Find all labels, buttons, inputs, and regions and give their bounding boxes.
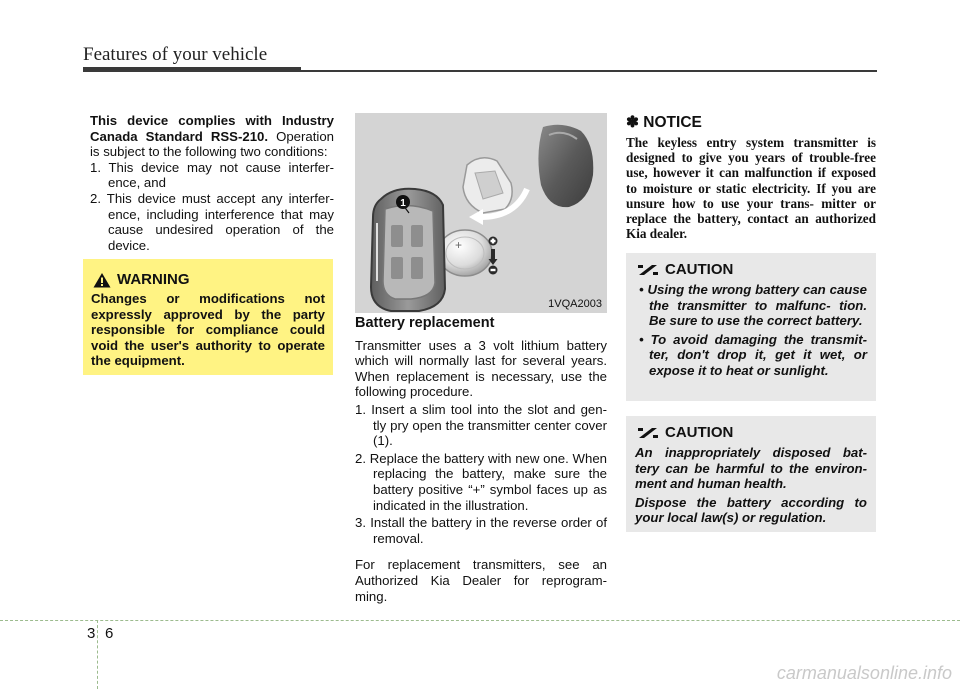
page-number: 6 xyxy=(105,625,114,642)
caution-2-header xyxy=(637,424,867,441)
compliance-item-2: 2. This device must accept any interfer- ence, including interference that may cause undesired operation of the device. xyxy=(90,190,334,253)
caution-box-2 xyxy=(626,416,876,532)
battery-step-2: 2. Replace the battery with new one. When replacing the battery, make sure the battery positive “+” symbol faces up as indicated in the illustration. xyxy=(355,450,607,513)
caution-slash-icon xyxy=(637,263,659,277)
warning-body: Changes or modifications not expressly approved by the party responsible for compliance could void the user's authority to operate the equipment. xyxy=(91,291,325,369)
caution-1-bullet-1-text: Using the wrong battery can cause the transmitter to malfunc- tion. Be sure to use the correct battery. xyxy=(647,282,868,329)
battery-step-1: 1. Insert a slim tool into the slot and gen- tly pry open the transmitter center cover (1). xyxy=(355,401,607,449)
compliance-lead xyxy=(90,113,334,160)
caution-slash-icon xyxy=(637,426,659,440)
notice-section xyxy=(626,113,876,241)
header-rule-thick xyxy=(83,67,301,72)
caution-1-header xyxy=(637,261,867,278)
caution-1-bullet-2: • To avoid damaging the transmit- ter, don't drop it, get it wet, or expose it to heat or sunlight. xyxy=(639,331,868,378)
footer-divider xyxy=(97,620,98,689)
figure-code: 1VQA2003 xyxy=(548,298,602,310)
dark-cover-shape xyxy=(538,125,593,207)
battery-step-3: 3. Install the battery in the reverse order of removal. xyxy=(355,515,607,546)
warning-title: WARNING xyxy=(117,271,190,288)
battery-replacement-section xyxy=(355,315,607,604)
header-rule-thin xyxy=(301,70,877,72)
page-section-number: 3 xyxy=(87,625,96,642)
warning-triangle-icon xyxy=(93,272,111,288)
warning-box xyxy=(83,259,333,375)
caution-2-para-2: Dispose the battery according to your local law(s) or regulation. xyxy=(635,494,867,526)
caution-2-title: CAUTION xyxy=(665,424,734,441)
caution-2-body xyxy=(635,445,867,526)
battery-intro: Transmitter uses a 3 volt lithium battery which will normally last for several years. When replacement is necessary, use the following procedure. xyxy=(355,337,607,400)
footer-rule xyxy=(0,620,960,621)
compliance-lead-rest: Operation is subject to the following two conditions: xyxy=(90,128,334,160)
header-title: Features of your vehicle xyxy=(83,44,268,65)
notice-body: The keyless entry system transmitter is designed to give you years of trouble-free use, however it can malfunction if exposed to moisture or static electricity. If you are unsure how to use your trans- mitter or replace the battery, contact an authorized Kia dealer. xyxy=(626,135,876,242)
caution-2-para-1: An inappropriately disposed bat- tery can be harmful to the environ- ment and human health. xyxy=(635,445,867,492)
battery-heading: Battery replacement xyxy=(355,315,495,331)
warning-header xyxy=(93,271,325,288)
watermark: carmanualsonline.info xyxy=(776,663,952,683)
notice-title: ✽ NOTICE xyxy=(626,114,702,131)
caution-box-1 xyxy=(626,253,876,401)
compliance-lead-bold: This device complies with Industry Canada Standard RSS-210. xyxy=(90,113,334,144)
callout-1-label: 1 xyxy=(400,198,406,209)
compliance-item-1: 1. This device may not cause interfer- ence, and xyxy=(90,159,334,191)
compliance-text xyxy=(90,113,334,253)
caution-1-title: CAUTION xyxy=(665,261,734,278)
battery-outro: For replacement transmitters, see an Authorized Kia Dealer for reprogram- ming. xyxy=(355,557,607,604)
illustration-svg xyxy=(355,113,607,313)
caution-1-body xyxy=(635,282,867,379)
battery-plus-mark: + xyxy=(455,238,463,252)
transmitter-battery-illustration xyxy=(355,113,607,313)
caution-1-bullet-1: • Using the wrong battery can cause the transmitter to malfunc- tion. Be sure to use the correct battery. xyxy=(639,282,868,329)
caution-1-bullet-2-text: To avoid damaging the transmit- ter, don't drop it, get it wet, or expose it to heat or sunlight. xyxy=(649,331,868,378)
